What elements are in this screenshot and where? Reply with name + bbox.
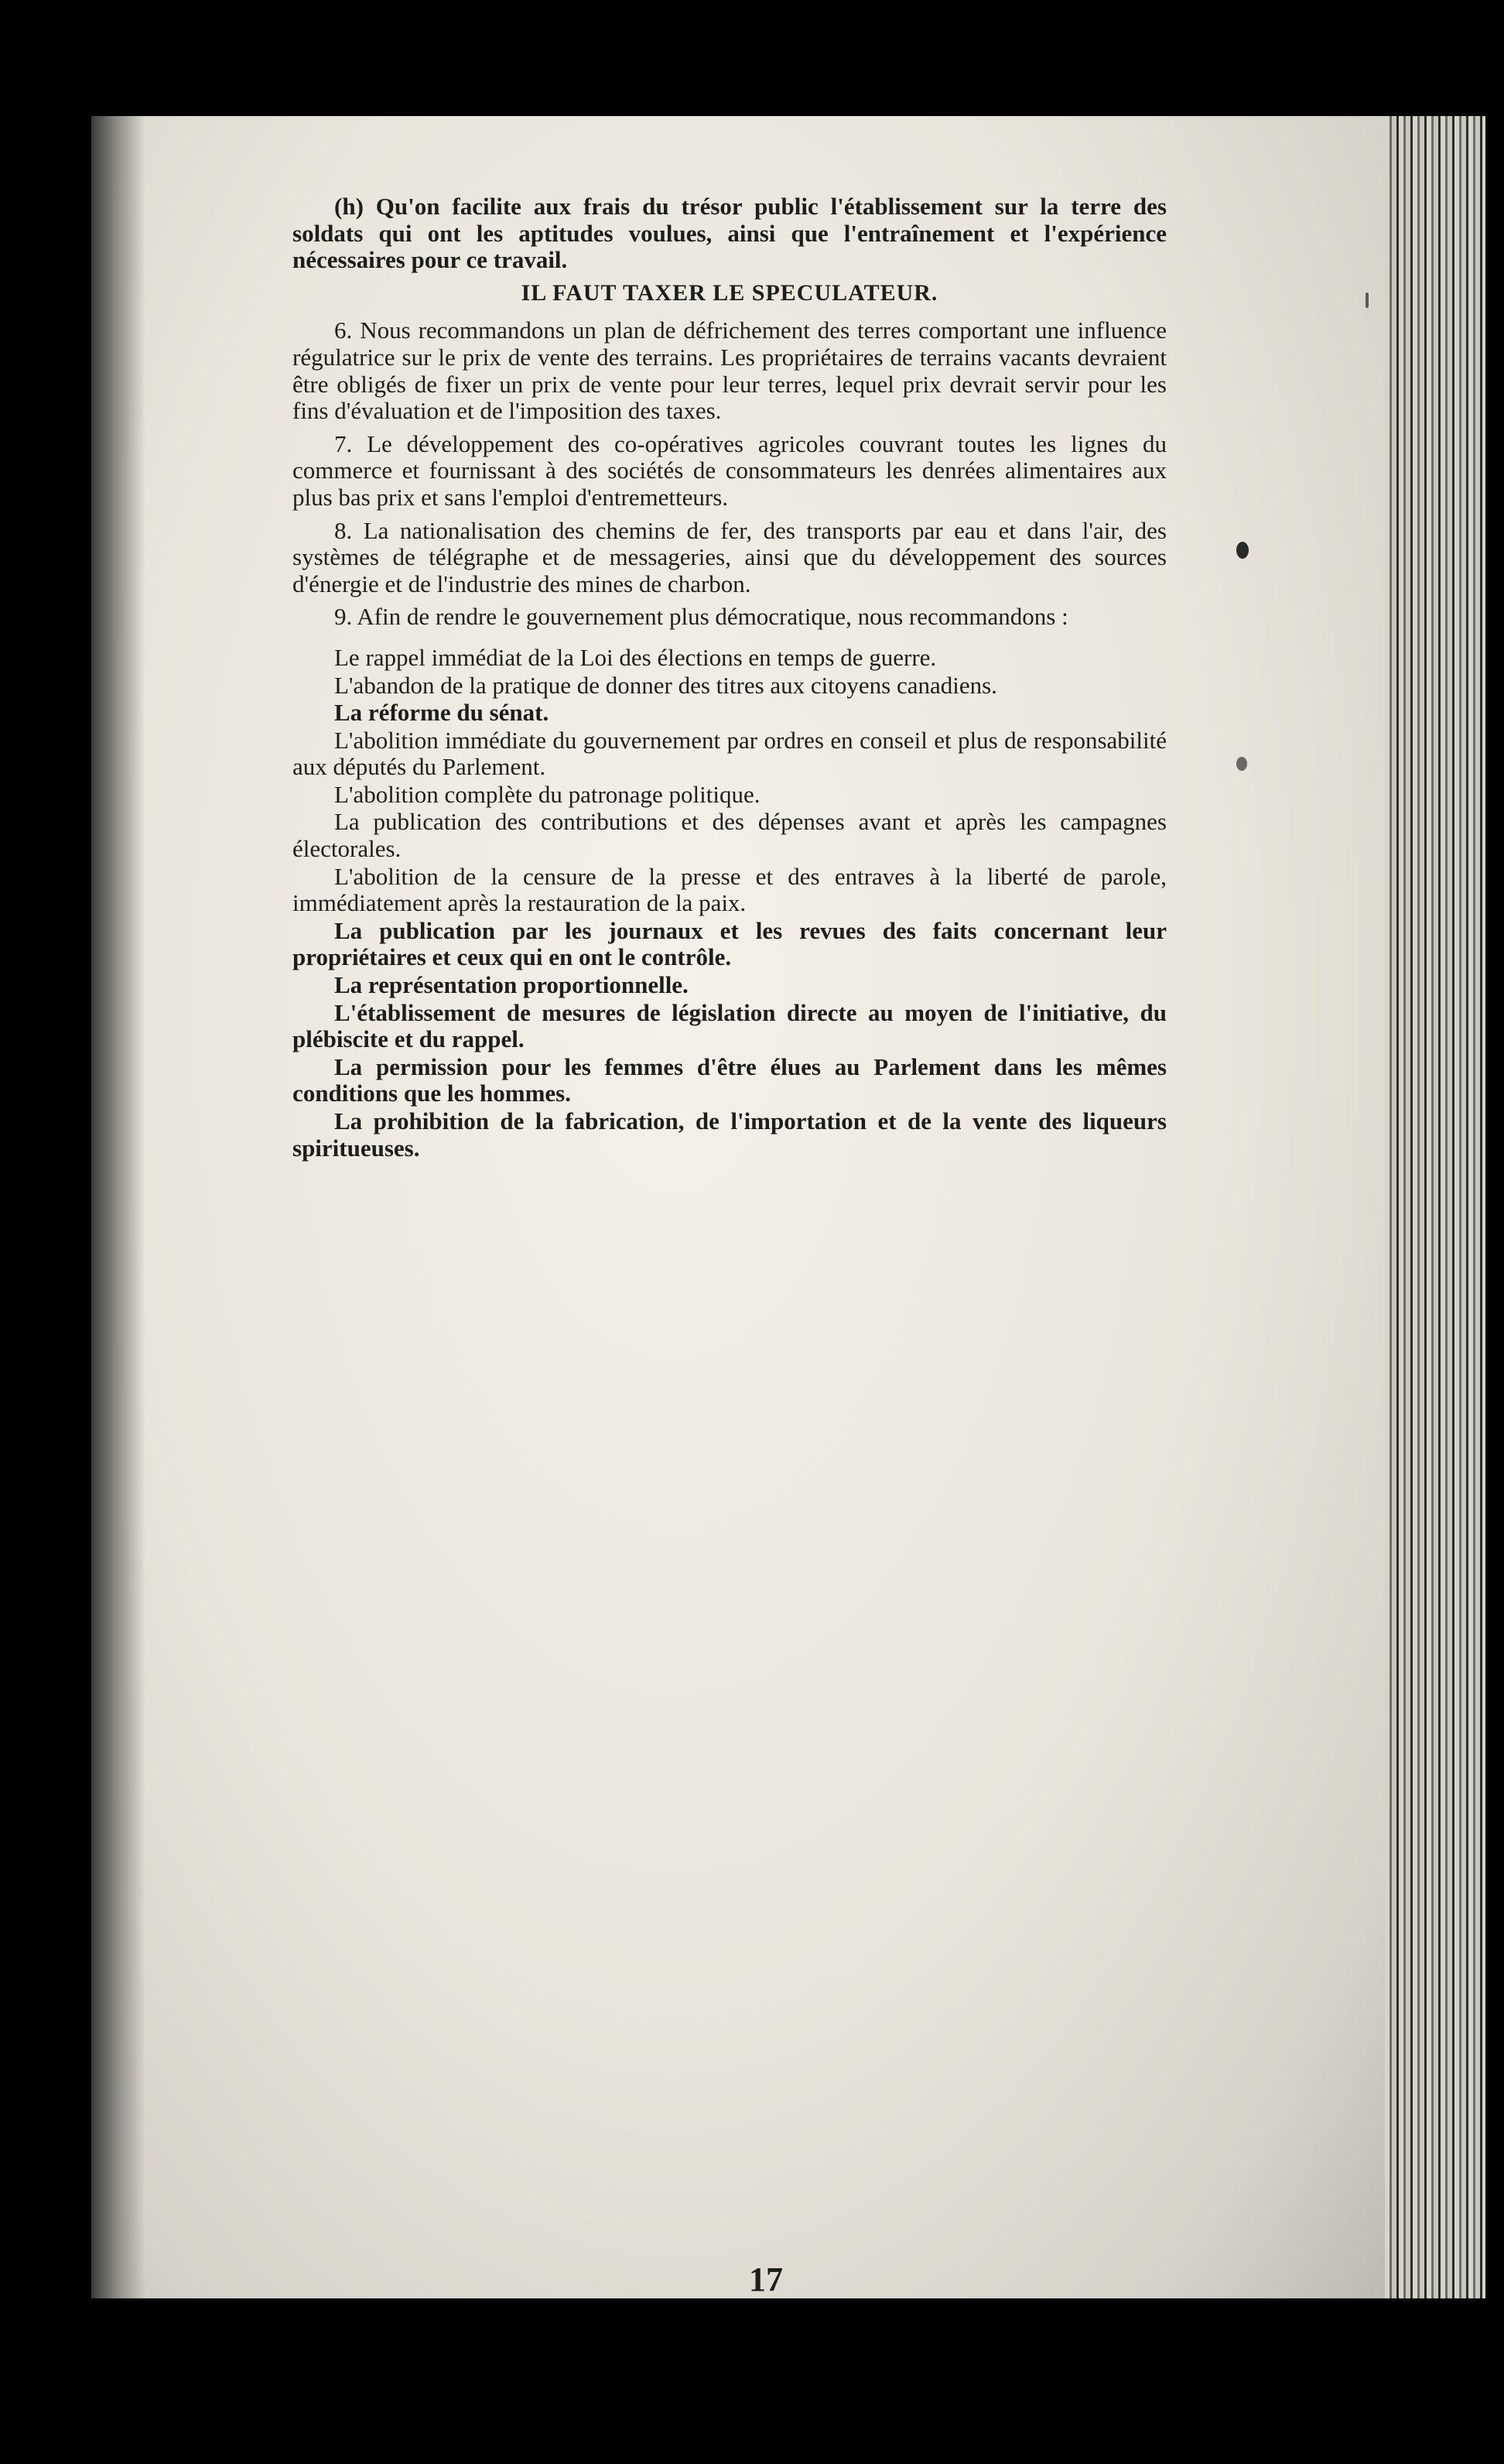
gutter-shadow <box>91 116 145 2298</box>
paragraph-7: 7. Le développement des co-opératives agricoles couvrant toutes les lignes du commerce et fournissant à des sociétés de consommateurs les denrées alimentaires aux plus bas prix et sans l'emploi d'entremetteurs. <box>292 429 1167 511</box>
list-item: L'abolition immédiate du gouvernement par ordres en conseil et plus de responsabilité aux députés du Parlement. <box>292 726 1167 781</box>
list-item: La prohibition de la fabrication, de l'importation et de la vente des liqueurs spiritueuses. <box>292 1107 1167 1162</box>
paragraph-h: (h) Qu'on facilite aux frais du trésor public l'établissement sur la terre des soldats qui ont les aptitudes voulues, ainsi que l'entraînement et l'expérience nécessaires pour ce travail. <box>292 193 1167 274</box>
list-item: La publication par les journaux et les revues des faits concernant leur propriétaires et ceux qui en ont le contrôle. <box>292 916 1167 971</box>
recommendations-list <box>292 645 1167 1162</box>
list-item: Le rappel immédiat de la Loi des élections en temps de guerre. <box>334 643 937 671</box>
list-item: L'établissement de mesures de législation directe au moyen de l'initiative, du plébiscite et du rappel. <box>292 998 1167 1053</box>
ink-speck <box>1236 542 1249 559</box>
ink-speck <box>1366 293 1369 308</box>
list-item: La permission pour les femmes d'être élues au Parlement dans les mêmes conditions que les hommes. <box>292 1052 1167 1107</box>
paragraph-6: 6. Nous recommandons un plan de défrichement des terres comportant une influence régulatrice sur le prix de vente des terrains. Les propriétaires de terrains vacants devraient être obligés de fixer un prix de vente pour leur terres, lequel prix devrait servir pour les fins d'évaluation et de l'imposition des taxes. <box>292 317 1167 425</box>
list-item: L'abandon de la pratique de donner des titres aux citoyens canadiens. <box>334 671 997 699</box>
section-heading: IL FAUT TAXER LE SPECULATEUR. <box>521 279 938 306</box>
ink-speck <box>1236 757 1247 771</box>
list-item: La représentation proportionnelle. <box>334 971 689 999</box>
body-text <box>292 193 1167 1162</box>
paragraph-9: 9. Afin de rendre le gouvernement plus démocratique, nous recommandons : <box>334 603 1068 631</box>
list-item: La publication des contributions et des dépenses avant et après les campagnes électorales. <box>292 808 1167 863</box>
book-page-edges <box>1385 116 1485 2298</box>
list-item: La réforme du sénat. <box>334 699 549 727</box>
list-item: L'abolition de la censure de la presse et des entraves à la liberté de parole, immédiatement après la restauration de la paix. <box>292 862 1167 917</box>
paragraph-8: 8. La nationalisation des chemins de fer, des transports par eau et dans l'air, des systèmes de télégraphe et de messageries, ainsi que du développement des sources d'énergie et de l'industrie des mines de charbon. <box>292 516 1167 597</box>
page-number: 17 <box>749 2260 783 2298</box>
list-item: L'abolition complète du patronage politique. <box>334 780 761 808</box>
